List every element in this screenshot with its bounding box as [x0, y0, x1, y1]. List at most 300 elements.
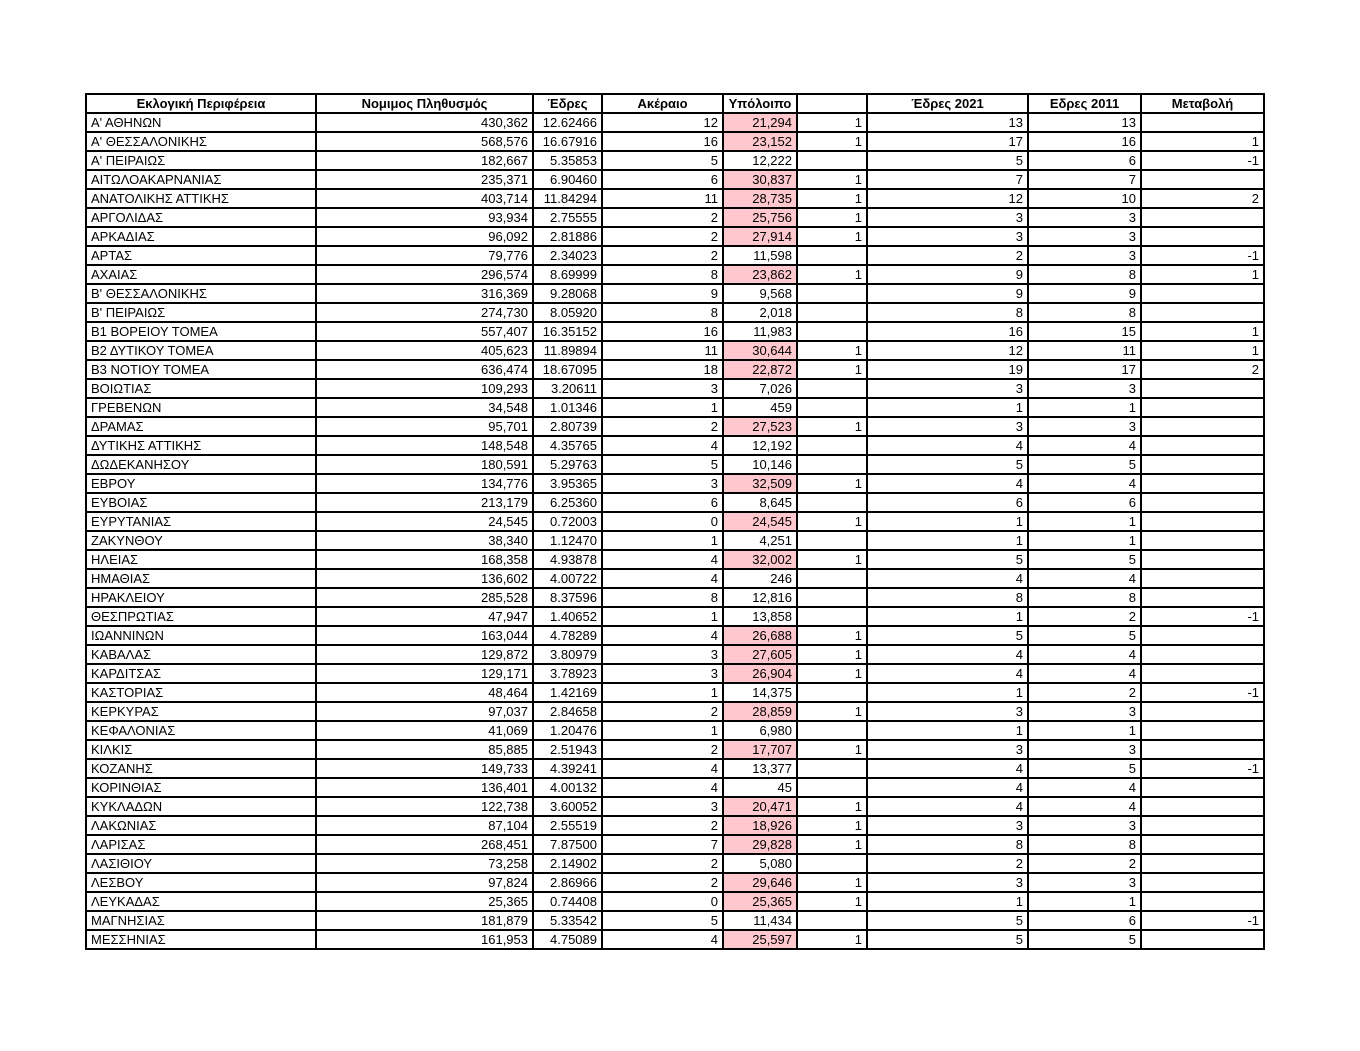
seats2021-cell: 3 — [867, 417, 1028, 436]
seats-cell: 2.34023 — [533, 246, 602, 265]
remainder-cell: 8,645 — [723, 493, 797, 512]
bonus-cell: 1 — [797, 512, 867, 531]
bonus-cell: 1 — [797, 417, 867, 436]
seats2011-cell: 10 — [1028, 189, 1141, 208]
district-cell: Β' ΘΕΣΣΑΛΟΝΙΚΗΣ — [86, 284, 316, 303]
district-cell: ΛΑΣΙΘΙΟΥ — [86, 854, 316, 873]
remainder-cell: 22,872 — [723, 360, 797, 379]
change-cell — [1141, 398, 1264, 417]
table-row — [86, 607, 1264, 626]
integer-cell: 4 — [602, 930, 723, 949]
seats-cell: 1.42169 — [533, 683, 602, 702]
integer-cell: 3 — [602, 474, 723, 493]
integer-cell: 3 — [602, 645, 723, 664]
seats2011-cell: 6 — [1028, 493, 1141, 512]
integer-cell: 4 — [602, 436, 723, 455]
population-cell: 129,872 — [316, 645, 533, 664]
integer-cell: 2 — [602, 208, 723, 227]
col-header-seats-2021: Έδρες 2021 — [867, 94, 1028, 113]
integer-cell: 4 — [602, 569, 723, 588]
district-cell: ΛΑΡΙΣΑΣ — [86, 835, 316, 854]
table-row — [86, 265, 1264, 284]
bonus-cell — [797, 322, 867, 341]
seats2021-cell: 5 — [867, 550, 1028, 569]
district-cell: Α' ΘΕΣΣΑΛΟΝΙΚΗΣ — [86, 132, 316, 151]
population-cell: 316,369 — [316, 284, 533, 303]
integer-cell: 1 — [602, 531, 723, 550]
integer-cell: 12 — [602, 113, 723, 132]
change-cell — [1141, 303, 1264, 322]
bonus-cell: 1 — [797, 265, 867, 284]
seats-cell: 2.84658 — [533, 702, 602, 721]
seats2011-cell: 3 — [1028, 417, 1141, 436]
seats2011-cell: 6 — [1028, 151, 1141, 170]
bonus-cell — [797, 588, 867, 607]
bonus-cell — [797, 778, 867, 797]
apportionment-table — [85, 93, 1265, 950]
seats2011-cell: 17 — [1028, 360, 1141, 379]
remainder-cell: 45 — [723, 778, 797, 797]
change-cell: -1 — [1141, 911, 1264, 930]
bonus-cell: 1 — [797, 873, 867, 892]
seats-cell: 5.33542 — [533, 911, 602, 930]
integer-cell: 3 — [602, 379, 723, 398]
integer-cell: 5 — [602, 911, 723, 930]
bonus-cell — [797, 246, 867, 265]
remainder-cell: 24,545 — [723, 512, 797, 531]
seats2011-cell: 3 — [1028, 246, 1141, 265]
change-cell — [1141, 835, 1264, 854]
seats2011-cell: 8 — [1028, 835, 1141, 854]
table-row — [86, 493, 1264, 512]
seats2011-cell: 5 — [1028, 455, 1141, 474]
remainder-cell: 13,858 — [723, 607, 797, 626]
seats2021-cell: 5 — [867, 911, 1028, 930]
seats2021-cell: 4 — [867, 436, 1028, 455]
population-cell: 97,824 — [316, 873, 533, 892]
district-cell: ΑΧΑΙΑΣ — [86, 265, 316, 284]
table-row — [86, 892, 1264, 911]
seats2011-cell: 4 — [1028, 778, 1141, 797]
remainder-cell: 28,735 — [723, 189, 797, 208]
remainder-cell: 12,192 — [723, 436, 797, 455]
table-row — [86, 721, 1264, 740]
header-row — [86, 94, 1264, 113]
seats2011-cell: 16 — [1028, 132, 1141, 151]
bonus-cell — [797, 721, 867, 740]
population-cell: 182,667 — [316, 151, 533, 170]
district-cell: ΚΥΚΛΑΔΩΝ — [86, 797, 316, 816]
seats2011-cell: 3 — [1028, 873, 1141, 892]
seats2021-cell: 4 — [867, 664, 1028, 683]
bonus-cell: 1 — [797, 626, 867, 645]
change-cell — [1141, 588, 1264, 607]
table-row — [86, 151, 1264, 170]
seats-cell: 16.35152 — [533, 322, 602, 341]
change-cell — [1141, 645, 1264, 664]
remainder-cell: 4,251 — [723, 531, 797, 550]
bonus-cell: 1 — [797, 892, 867, 911]
seats2021-cell: 4 — [867, 645, 1028, 664]
population-cell: 41,069 — [316, 721, 533, 740]
seats2021-cell: 3 — [867, 208, 1028, 227]
remainder-cell: 9,568 — [723, 284, 797, 303]
seats2011-cell: 1 — [1028, 398, 1141, 417]
remainder-cell: 32,509 — [723, 474, 797, 493]
integer-cell: 18 — [602, 360, 723, 379]
remainder-cell: 7,026 — [723, 379, 797, 398]
bonus-cell — [797, 151, 867, 170]
seats-cell: 5.29763 — [533, 455, 602, 474]
district-cell: ΑΡΓΟΛΙΔΑΣ — [86, 208, 316, 227]
seats2021-cell: 17 — [867, 132, 1028, 151]
seats-cell: 1.01346 — [533, 398, 602, 417]
table-row — [86, 854, 1264, 873]
seats-cell: 3.20611 — [533, 379, 602, 398]
seats-cell: 4.78289 — [533, 626, 602, 645]
seats2011-cell: 8 — [1028, 265, 1141, 284]
seats2021-cell: 3 — [867, 227, 1028, 246]
seats2011-cell: 1 — [1028, 721, 1141, 740]
col-header-bonus — [797, 94, 867, 113]
population-cell: 109,293 — [316, 379, 533, 398]
change-cell — [1141, 379, 1264, 398]
district-cell: ΕΒΡΟΥ — [86, 474, 316, 493]
seats2021-cell: 5 — [867, 626, 1028, 645]
table-row — [86, 778, 1264, 797]
bonus-cell: 1 — [797, 170, 867, 189]
bonus-cell: 1 — [797, 360, 867, 379]
seats2011-cell: 4 — [1028, 436, 1141, 455]
seats2021-cell: 5 — [867, 930, 1028, 949]
table-row — [86, 683, 1264, 702]
change-cell — [1141, 550, 1264, 569]
table-row — [86, 113, 1264, 132]
remainder-cell: 2,018 — [723, 303, 797, 322]
change-cell — [1141, 664, 1264, 683]
remainder-cell: 29,646 — [723, 873, 797, 892]
seats-cell: 2.80739 — [533, 417, 602, 436]
bonus-cell: 1 — [797, 132, 867, 151]
seats2021-cell: 6 — [867, 493, 1028, 512]
bonus-cell: 1 — [797, 664, 867, 683]
bonus-cell: 1 — [797, 930, 867, 949]
district-cell: ΓΡΕΒΕΝΩΝ — [86, 398, 316, 417]
remainder-cell: 30,644 — [723, 341, 797, 360]
district-cell: ΛΕΥΚΑΔΑΣ — [86, 892, 316, 911]
remainder-cell: 13,377 — [723, 759, 797, 778]
change-cell: 1 — [1141, 322, 1264, 341]
district-cell: ΗΡΑΚΛΕΙΟΥ — [86, 588, 316, 607]
seats2021-cell: 9 — [867, 265, 1028, 284]
seats2011-cell: 4 — [1028, 664, 1141, 683]
seats2011-cell: 5 — [1028, 930, 1141, 949]
bonus-cell: 1 — [797, 208, 867, 227]
seats2021-cell: 4 — [867, 474, 1028, 493]
seats-cell: 3.80979 — [533, 645, 602, 664]
bonus-cell: 1 — [797, 835, 867, 854]
remainder-cell: 25,597 — [723, 930, 797, 949]
bonus-cell — [797, 854, 867, 873]
col-header-population: Νομιμος Πληθυσμός — [316, 94, 533, 113]
bonus-cell — [797, 493, 867, 512]
integer-cell: 1 — [602, 607, 723, 626]
integer-cell: 6 — [602, 493, 723, 512]
spreadsheet-page — [85, 93, 1265, 950]
population-cell: 557,407 — [316, 322, 533, 341]
bonus-cell: 1 — [797, 341, 867, 360]
change-cell: 1 — [1141, 132, 1264, 151]
district-cell: ΑΡΚΑΔΙΑΣ — [86, 227, 316, 246]
district-cell: ΔΥΤΙΚΗΣ ΑΤΤΙΚΗΣ — [86, 436, 316, 455]
remainder-cell: 26,688 — [723, 626, 797, 645]
population-cell: 136,602 — [316, 569, 533, 588]
change-cell — [1141, 930, 1264, 949]
seats2021-cell: 2 — [867, 854, 1028, 873]
seats-cell: 11.84294 — [533, 189, 602, 208]
change-cell: -1 — [1141, 683, 1264, 702]
seats2011-cell: 5 — [1028, 759, 1141, 778]
seats2011-cell: 1 — [1028, 512, 1141, 531]
bonus-cell: 1 — [797, 227, 867, 246]
change-cell: 2 — [1141, 189, 1264, 208]
seats2021-cell: 3 — [867, 816, 1028, 835]
change-cell — [1141, 854, 1264, 873]
seats2021-cell: 9 — [867, 284, 1028, 303]
seats2021-cell: 4 — [867, 569, 1028, 588]
remainder-cell: 5,080 — [723, 854, 797, 873]
table-row — [86, 911, 1264, 930]
remainder-cell: 11,434 — [723, 911, 797, 930]
seats-cell: 5.35853 — [533, 151, 602, 170]
bonus-cell — [797, 569, 867, 588]
seats2021-cell: 16 — [867, 322, 1028, 341]
change-cell — [1141, 778, 1264, 797]
population-cell: 274,730 — [316, 303, 533, 322]
district-cell: ΚΑΡΔΙΤΣΑΣ — [86, 664, 316, 683]
change-cell — [1141, 873, 1264, 892]
remainder-cell: 12,222 — [723, 151, 797, 170]
population-cell: 636,474 — [316, 360, 533, 379]
seats2021-cell: 1 — [867, 607, 1028, 626]
seats2011-cell: 3 — [1028, 816, 1141, 835]
integer-cell: 16 — [602, 132, 723, 151]
seats-cell: 6.25360 — [533, 493, 602, 512]
table-row — [86, 645, 1264, 664]
seats2011-cell: 4 — [1028, 569, 1141, 588]
col-header-seats-2011: Εδρες 2011 — [1028, 94, 1141, 113]
integer-cell: 2 — [602, 417, 723, 436]
table-row — [86, 360, 1264, 379]
change-cell — [1141, 626, 1264, 645]
seats2011-cell: 4 — [1028, 797, 1141, 816]
integer-cell: 0 — [602, 892, 723, 911]
seats-cell: 2.55519 — [533, 816, 602, 835]
seats-cell: 3.60052 — [533, 797, 602, 816]
integer-cell: 2 — [602, 740, 723, 759]
remainder-cell: 6,980 — [723, 721, 797, 740]
district-cell: ΒΟΙΩΤΙΑΣ — [86, 379, 316, 398]
bonus-cell: 1 — [797, 816, 867, 835]
change-cell — [1141, 474, 1264, 493]
table-row — [86, 341, 1264, 360]
population-cell: 93,934 — [316, 208, 533, 227]
seats2011-cell: 4 — [1028, 645, 1141, 664]
seats2021-cell: 8 — [867, 835, 1028, 854]
seats-cell: 0.72003 — [533, 512, 602, 531]
seats-cell: 0.74408 — [533, 892, 602, 911]
change-cell: -1 — [1141, 759, 1264, 778]
remainder-cell: 27,523 — [723, 417, 797, 436]
seats2021-cell: 4 — [867, 759, 1028, 778]
remainder-cell: 18,926 — [723, 816, 797, 835]
seats-cell: 4.93878 — [533, 550, 602, 569]
integer-cell: 11 — [602, 341, 723, 360]
district-cell: ΕΥΒΟΙΑΣ — [86, 493, 316, 512]
population-cell: 73,258 — [316, 854, 533, 873]
seats-cell: 2.86966 — [533, 873, 602, 892]
table-row — [86, 702, 1264, 721]
seats2011-cell: 2 — [1028, 683, 1141, 702]
seats2021-cell: 3 — [867, 873, 1028, 892]
seats2011-cell: 6 — [1028, 911, 1141, 930]
seats2021-cell: 12 — [867, 189, 1028, 208]
remainder-cell: 25,756 — [723, 208, 797, 227]
bonus-cell — [797, 303, 867, 322]
population-cell: 213,179 — [316, 493, 533, 512]
population-cell: 129,171 — [316, 664, 533, 683]
district-cell: ΛΕΣΒΟΥ — [86, 873, 316, 892]
col-header-change: Μεταβολή — [1141, 94, 1264, 113]
change-cell: -1 — [1141, 246, 1264, 265]
remainder-cell: 21,294 — [723, 113, 797, 132]
population-cell: 136,401 — [316, 778, 533, 797]
table-row — [86, 873, 1264, 892]
seats2021-cell: 4 — [867, 778, 1028, 797]
seats2011-cell: 5 — [1028, 550, 1141, 569]
table-row — [86, 417, 1264, 436]
seats2021-cell: 1 — [867, 531, 1028, 550]
population-cell: 85,885 — [316, 740, 533, 759]
district-cell: ΑΡΤΑΣ — [86, 246, 316, 265]
bonus-cell — [797, 911, 867, 930]
table-row — [86, 132, 1264, 151]
seats-cell: 11.89894 — [533, 341, 602, 360]
seats2021-cell: 13 — [867, 113, 1028, 132]
population-cell: 268,451 — [316, 835, 533, 854]
population-cell: 79,776 — [316, 246, 533, 265]
change-cell — [1141, 892, 1264, 911]
integer-cell: 4 — [602, 626, 723, 645]
seats-cell: 18.67095 — [533, 360, 602, 379]
population-cell: 161,953 — [316, 930, 533, 949]
integer-cell: 6 — [602, 170, 723, 189]
table-row — [86, 797, 1264, 816]
change-cell: -1 — [1141, 151, 1264, 170]
bonus-cell: 1 — [797, 797, 867, 816]
remainder-cell: 29,828 — [723, 835, 797, 854]
district-cell: ΚΟΖΑΝΗΣ — [86, 759, 316, 778]
district-cell: ΜΕΣΣΗΝΙΑΣ — [86, 930, 316, 949]
table-row — [86, 227, 1264, 246]
table-row — [86, 322, 1264, 341]
population-cell: 235,371 — [316, 170, 533, 189]
table-row — [86, 284, 1264, 303]
seats2021-cell: 1 — [867, 721, 1028, 740]
seats-cell: 9.28068 — [533, 284, 602, 303]
integer-cell: 11 — [602, 189, 723, 208]
seats-cell: 3.95365 — [533, 474, 602, 493]
table-row — [86, 398, 1264, 417]
seats-cell: 4.39241 — [533, 759, 602, 778]
population-cell: 181,879 — [316, 911, 533, 930]
change-cell — [1141, 797, 1264, 816]
table-row — [86, 835, 1264, 854]
bonus-cell — [797, 683, 867, 702]
district-cell: ΑΙΤΩΛΟΑΚΑΡΝΑΝΙΑΣ — [86, 170, 316, 189]
district-cell: Α' ΑΘΗΝΩΝ — [86, 113, 316, 132]
seats-cell: 4.75089 — [533, 930, 602, 949]
district-cell: ΚΕΦΑΛΟΝΙΑΣ — [86, 721, 316, 740]
integer-cell: 2 — [602, 873, 723, 892]
bonus-cell — [797, 398, 867, 417]
table-row — [86, 740, 1264, 759]
bonus-cell — [797, 284, 867, 303]
seats2011-cell: 3 — [1028, 379, 1141, 398]
district-cell: ΚΕΡΚΥΡΑΣ — [86, 702, 316, 721]
change-cell — [1141, 227, 1264, 246]
population-cell: 48,464 — [316, 683, 533, 702]
district-cell: Β1 ΒΟΡΕΙΟΥ ΤΟΜΕΑ — [86, 322, 316, 341]
seats2021-cell: 19 — [867, 360, 1028, 379]
seats2011-cell: 3 — [1028, 702, 1141, 721]
bonus-cell — [797, 455, 867, 474]
col-header-seats: Έδρες — [533, 94, 602, 113]
integer-cell: 3 — [602, 664, 723, 683]
integer-cell: 2 — [602, 702, 723, 721]
remainder-cell: 459 — [723, 398, 797, 417]
seats2021-cell: 1 — [867, 512, 1028, 531]
seats2011-cell: 13 — [1028, 113, 1141, 132]
table-row — [86, 436, 1264, 455]
seats2011-cell: 1 — [1028, 892, 1141, 911]
remainder-cell: 27,605 — [723, 645, 797, 664]
seats2011-cell: 7 — [1028, 170, 1141, 189]
population-cell: 168,358 — [316, 550, 533, 569]
seats2011-cell: 2 — [1028, 607, 1141, 626]
table-row — [86, 208, 1264, 227]
seats2011-cell: 11 — [1028, 341, 1141, 360]
integer-cell: 2 — [602, 227, 723, 246]
district-cell: ΙΩΑΝΝΙΝΩΝ — [86, 626, 316, 645]
population-cell: 403,714 — [316, 189, 533, 208]
seats2021-cell: 3 — [867, 379, 1028, 398]
bonus-cell: 1 — [797, 702, 867, 721]
seats-cell: 1.20476 — [533, 721, 602, 740]
seats2021-cell: 1 — [867, 892, 1028, 911]
seats2021-cell: 3 — [867, 702, 1028, 721]
seats-cell: 12.62466 — [533, 113, 602, 132]
bonus-cell: 1 — [797, 740, 867, 759]
change-cell: 1 — [1141, 265, 1264, 284]
table-row — [86, 303, 1264, 322]
population-cell: 134,776 — [316, 474, 533, 493]
integer-cell: 7 — [602, 835, 723, 854]
change-cell — [1141, 721, 1264, 740]
change-cell — [1141, 208, 1264, 227]
seats-cell: 2.14902 — [533, 854, 602, 873]
seats2021-cell: 2 — [867, 246, 1028, 265]
